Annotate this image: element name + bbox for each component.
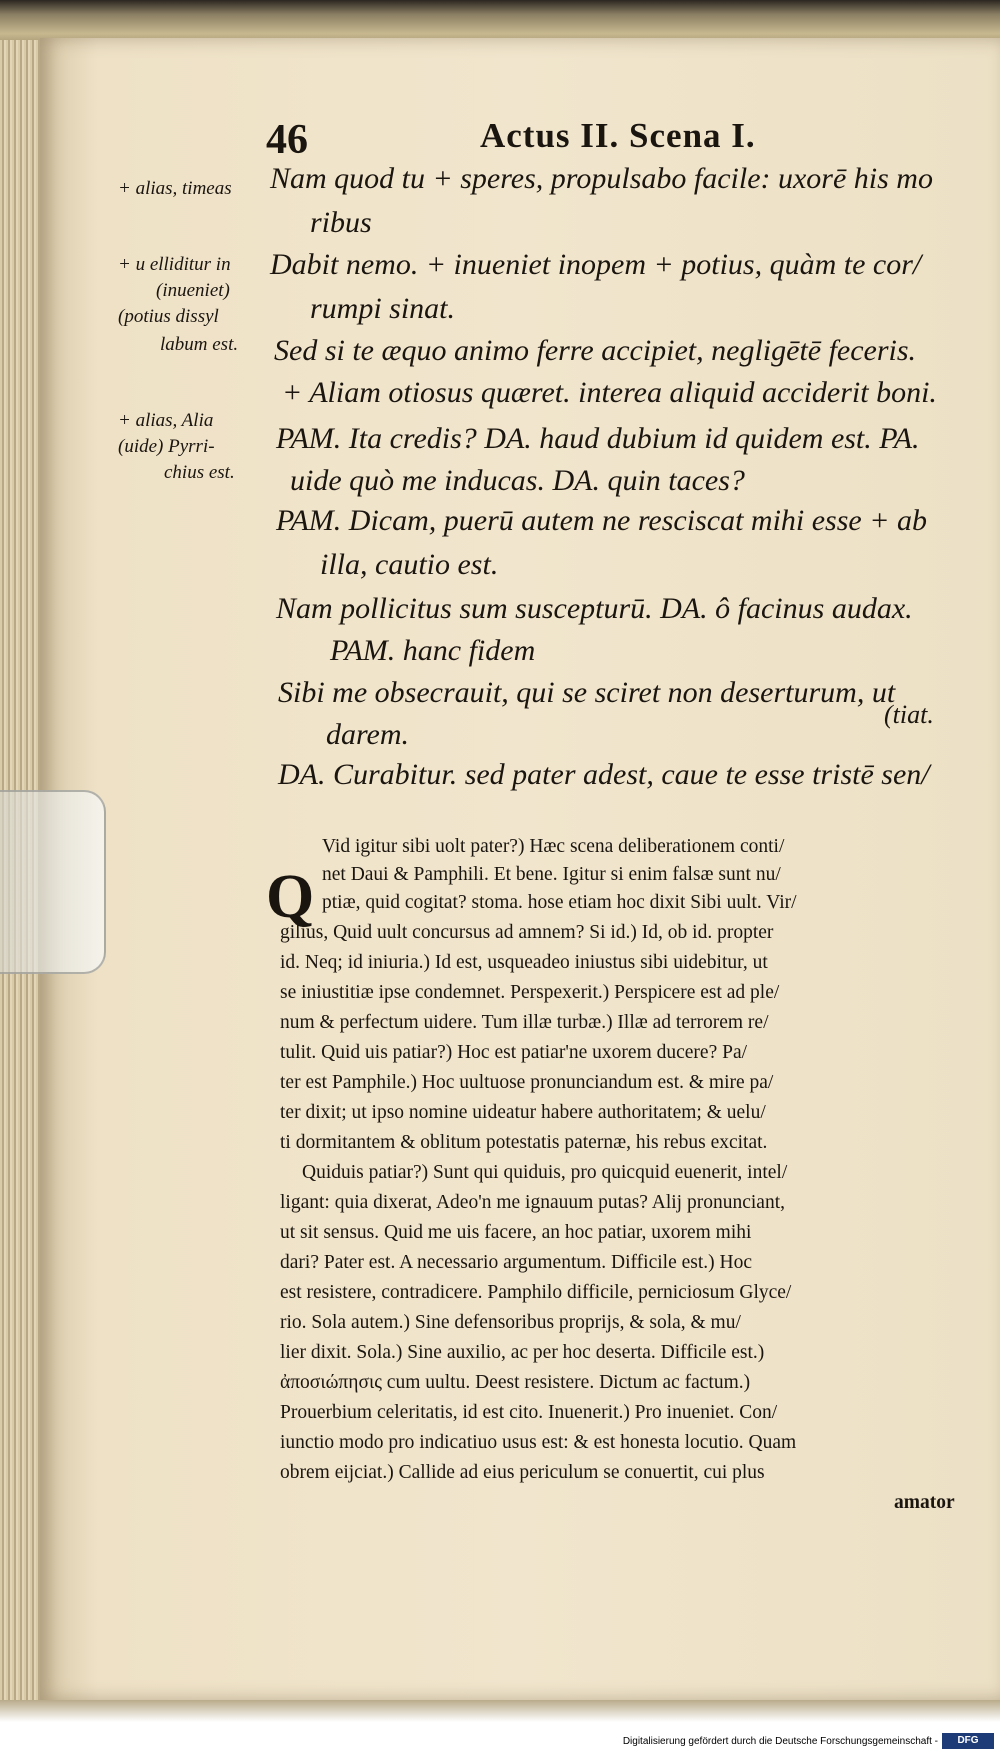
commentary-line: lier dixit. Sola.) Sine auxilio, ac per hoc deserta. Difficile est.) [280, 1342, 765, 1363]
commentary-line: ter est Pamphile.) Hoc uultuose pronunciandum est. & mire pa/ [280, 1072, 774, 1093]
commentary-line: ti dormitantem & oblitum potestatis paternæ, his rebus excitat. [280, 1132, 768, 1153]
verse-line: PAM. Ita credis? DA. haud dubium id quidem est. PA. [276, 422, 920, 455]
verse-line: Nam quod tu + speres, propulsabo facile: uxorē his mo [270, 162, 933, 195]
verse-line: Sibi me obsecrauit, qui se sciret non deserturum, ut [278, 676, 896, 709]
dfg-logo: DFG [942, 1733, 994, 1749]
verse-line: uide quò me inducas. DA. quin taces? [290, 464, 745, 497]
commentary-line: id. Neq; id iniuria.) Id est, usqueadeo iniustus sibi uidebitur, ut [280, 952, 768, 973]
marginal-gloss: + alias, Alia [118, 410, 214, 431]
marginal-gloss: (uide) Pyrri- [118, 436, 215, 457]
commentary-line: ter dixit; ut ipso nomine uideatur habere authoritatem; & uelu/ [280, 1102, 766, 1123]
verse-line: (tiat. [884, 700, 934, 729]
commentary-line: gilius, Quid uult concursus ad amnem? Si id.) Id, ob id. propter [280, 922, 774, 943]
verse-line: illa, cautio est. [320, 548, 499, 581]
drop-capital: Q [266, 863, 315, 931]
verse-line: DA. Curabitur. sed pater adest, caue te esse tristē sen/ [278, 758, 930, 791]
commentary-line: Prouerbium celeritatis, id est cito. Inuenerit.) Pro inueniet. Con/ [280, 1402, 778, 1423]
catchword: amator [894, 1492, 955, 1513]
running-title: Actus II. Scena I. [480, 116, 756, 155]
commentary-line: rio. Sola autem.) Sine defensoribus proprijs, & sola, & mu/ [280, 1312, 741, 1333]
commentary-line: Vid igitur sibi uolt pater?) Hæc scena deliberationem conti/ [322, 836, 785, 857]
verse-line: rumpi sinat. [310, 292, 456, 325]
commentary-line: ptiæ, quid cogitat? stoma. hose etiam hoc dixit Sibi uult. Vir/ [322, 892, 797, 913]
marginal-gloss: + u elliditur in [118, 254, 231, 275]
commentary-line: est resistere, contradicere. Pamphilo difficile, perniciosum Glyce/ [280, 1282, 792, 1303]
commentary-line: ligant: quia dixerat, Adeo'n me ignauum putas? Alij pronunciant, [280, 1192, 785, 1213]
commentary-line: se iniustitiæ ipse condemnet. Perspexerit.) Perspicere est ad ple/ [280, 982, 780, 1003]
commentary-line: ἀποσιώπησις cum uultu. Deest resistere. Dictum ac factum.) [280, 1372, 751, 1393]
verse-line: Dabit nemo. + inueniet inopem + potius, quàm te cor/ [270, 248, 922, 281]
commentary-line: tulit. Quid uis patiar?) Hoc est patiar'ne uxorem ducere? Pa/ [280, 1042, 748, 1063]
marginal-gloss: + alias, timeas [118, 178, 232, 199]
verse-line: Sed si te æquo animo ferre accipiet, negligētē feceris. [274, 334, 917, 367]
marginal-gloss: (inueniet) [156, 280, 230, 301]
commentary-line: iunctio modo pro indicatiuo usus est: & est honesta locutio. Quam [280, 1432, 797, 1453]
commentary-line: dari? Pater est. A necessario argumentum. Difficile est.) Hoc [280, 1252, 753, 1273]
verse-line: Nam pollicitus sum suscepturū. DA. ô facinus audax. [276, 592, 913, 625]
verse-line: PAM. hanc fidem [330, 634, 536, 667]
verse-line: darem. [326, 718, 410, 751]
marginal-gloss: chius est. [164, 462, 235, 483]
commentary-line: num & perfectum uidere. Tum illæ turbæ.) Illæ ad terrorem re/ [280, 1012, 769, 1033]
commentary-line: obrem eijciat.) Callide ad eius periculum se conuertit, cui plus [280, 1462, 765, 1483]
commentary-line: net Daui & Pamphili. Et bene. Igitur si enim falsæ sunt nu/ [322, 864, 781, 885]
marginal-gloss: (potius dissyl [118, 306, 219, 327]
marginal-gloss: labum est. [160, 334, 239, 355]
verse-line: PAM. Dicam, puerū autem ne resciscat mihi esse + ab [276, 504, 927, 537]
verse-line: ribus [310, 206, 372, 239]
commentary-line: Quiduis patiar?) Sunt qui quiduis, pro quicquid euenerit, intel/ [302, 1162, 788, 1183]
digitization-credit: Digitalisierung gefördert durch die Deutsche Forschungsgemeinschaft - [622, 1736, 938, 1747]
commentary-line: ut sit sensus. Quid me uis facere, an hoc patiar, uxorem mihi [280, 1222, 752, 1243]
paper-clip [0, 790, 106, 974]
verse-line: + Aliam otiosus quæret. interea aliquid acciderit boni. [282, 376, 937, 409]
page-number: 46 [266, 117, 308, 163]
